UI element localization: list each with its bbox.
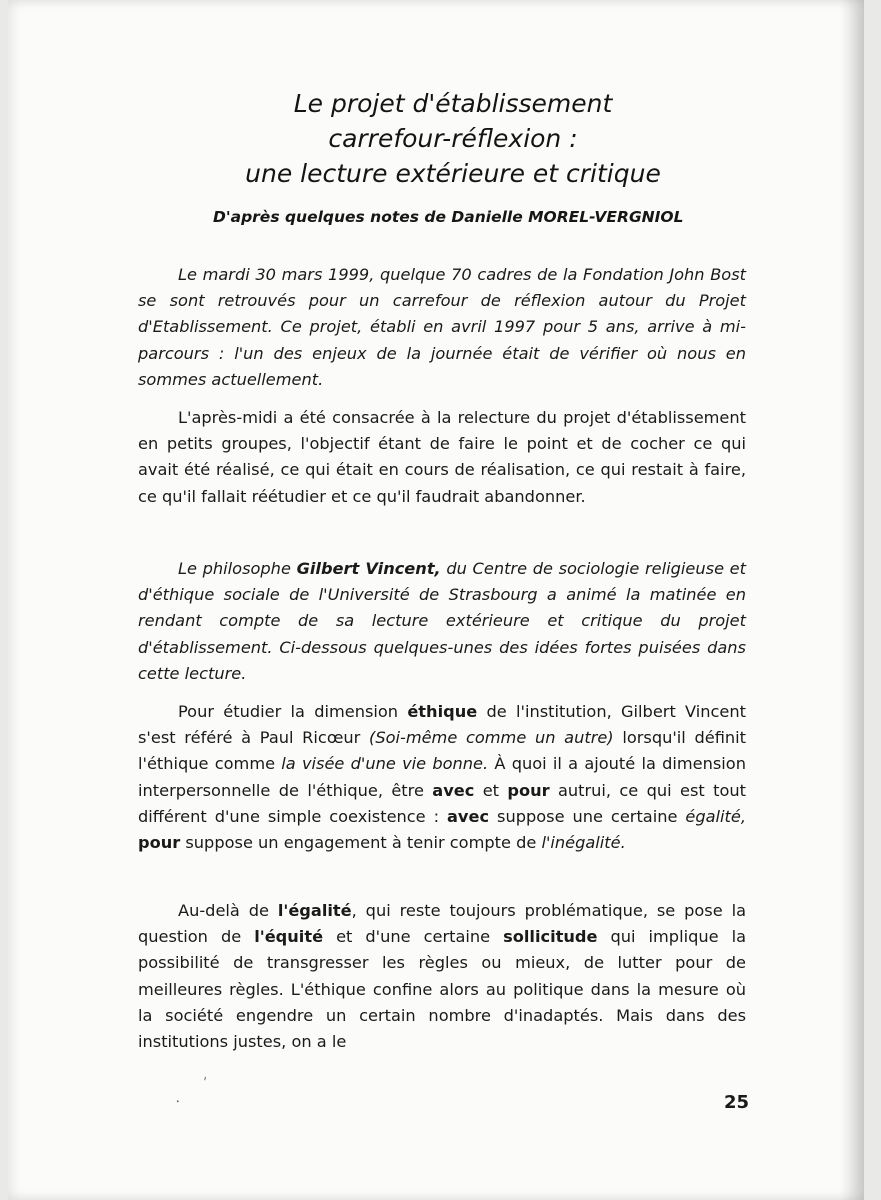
text-span: Pour étudier la dimension bbox=[178, 702, 408, 721]
keyword-egalite: l'égalité bbox=[277, 901, 352, 920]
paragraph-intro: Le mardi 30 mars 1999, quelque 70 cadres de la Fondation John Bost se sont retrouvés pour un carrefour de réflexion autour du Projet d'Etablissement. Ce projet, établi en avril 1997 pour 5 ans, arrive à mi-parcours : l'un des enjeux de la journée était de vérifier où nous en sommes actuellement. bbox=[138, 265, 746, 389]
text-span: qui implique la possibilité de transgresser les règles ou mieux, de lutter pour de meilleures règles. L'éthique confine alors au politique dans la mesure où la société engendre un certain nombre d'inadaptés. Mais dans des institutions justes, on a le bbox=[138, 927, 746, 1052]
paragraph-philosopher bbox=[138, 556, 746, 687]
ink-speck: · bbox=[172, 1093, 185, 1111]
keyword-ethique: éthique bbox=[407, 702, 478, 721]
text-span: et bbox=[474, 780, 508, 800]
philosopher-name: Gilbert Vincent, bbox=[296, 559, 441, 578]
quote-visee: la visée d'une vie bonne. bbox=[281, 754, 489, 774]
text-span: de l'institution, Gilbert Vincent s'est référé à Paul Ricœur bbox=[138, 702, 746, 748]
paragraph-afternoon: L'après-midi a été consacrée à la relecture du projet d'établissement en petits groupes, l'objectif étant de faire le point et de cocher ce qui avait été réalisé, ce qui était en cours de réalisation, ce qui restait à faire, ce qu'il fallait réétudier et ce qu'il faudrait abandonner. bbox=[138, 408, 746, 506]
text-span: suppose un engagement à tenir compte de bbox=[180, 833, 542, 853]
page-number: 25 bbox=[724, 1092, 750, 1113]
keyword-sollicitude: sollicitude bbox=[503, 927, 598, 947]
ink-speck: ˊ bbox=[200, 1075, 215, 1093]
byline: D'après quelques notes de Danielle MOREL-VERGNIOL bbox=[213, 208, 684, 226]
book-reference: (Soi-même comme un autre) bbox=[369, 728, 614, 748]
text-span: et d'une certaine bbox=[323, 927, 504, 947]
article-title bbox=[188, 86, 718, 191]
title-line-3: une lecture extérieure et critique bbox=[245, 159, 661, 188]
word-inegalite: l'inégalité. bbox=[541, 833, 626, 853]
keyword-avec: avec bbox=[447, 806, 490, 826]
title-line-2: carrefour-réflexion : bbox=[328, 124, 578, 153]
text-span: , qui reste toujours problématique, se pose la question de bbox=[138, 901, 746, 947]
keyword-pour: pour bbox=[507, 780, 550, 800]
text-span: suppose une certaine bbox=[489, 806, 686, 826]
binding-shadow bbox=[840, 0, 864, 1200]
paragraph-equity bbox=[138, 898, 746, 1055]
text-span: lorsqu'il définit l'éthique comme bbox=[138, 728, 747, 774]
document-page bbox=[8, 0, 864, 1200]
text-span: Le philosophe bbox=[178, 559, 297, 578]
title-line-1: Le projet d'établissement bbox=[293, 89, 613, 118]
text-span: À quoi il a ajouté la dimension interpersonnelle de l'éthique, être bbox=[138, 754, 746, 800]
keyword-avec: avec bbox=[432, 780, 475, 800]
paragraph-ethics bbox=[138, 699, 746, 856]
text-span: du Centre de sociologie religieuse et d'éthique sociale de l'Université de Strasbourg a animé la matinée en rendant compte de sa lecture extérieure et critique du projet d'établissement. Ci-dessous quelques-unes des idées fortes puisées dans cette lecture. bbox=[138, 559, 746, 683]
keyword-pour: pour bbox=[138, 833, 181, 853]
keyword-equite: l'équité bbox=[254, 927, 324, 947]
text-span: Au-delà de bbox=[178, 901, 278, 920]
text-span: autrui, ce qui est tout différent d'une simple coexistence : bbox=[138, 780, 746, 826]
word-egalite: égalité, bbox=[685, 806, 746, 826]
